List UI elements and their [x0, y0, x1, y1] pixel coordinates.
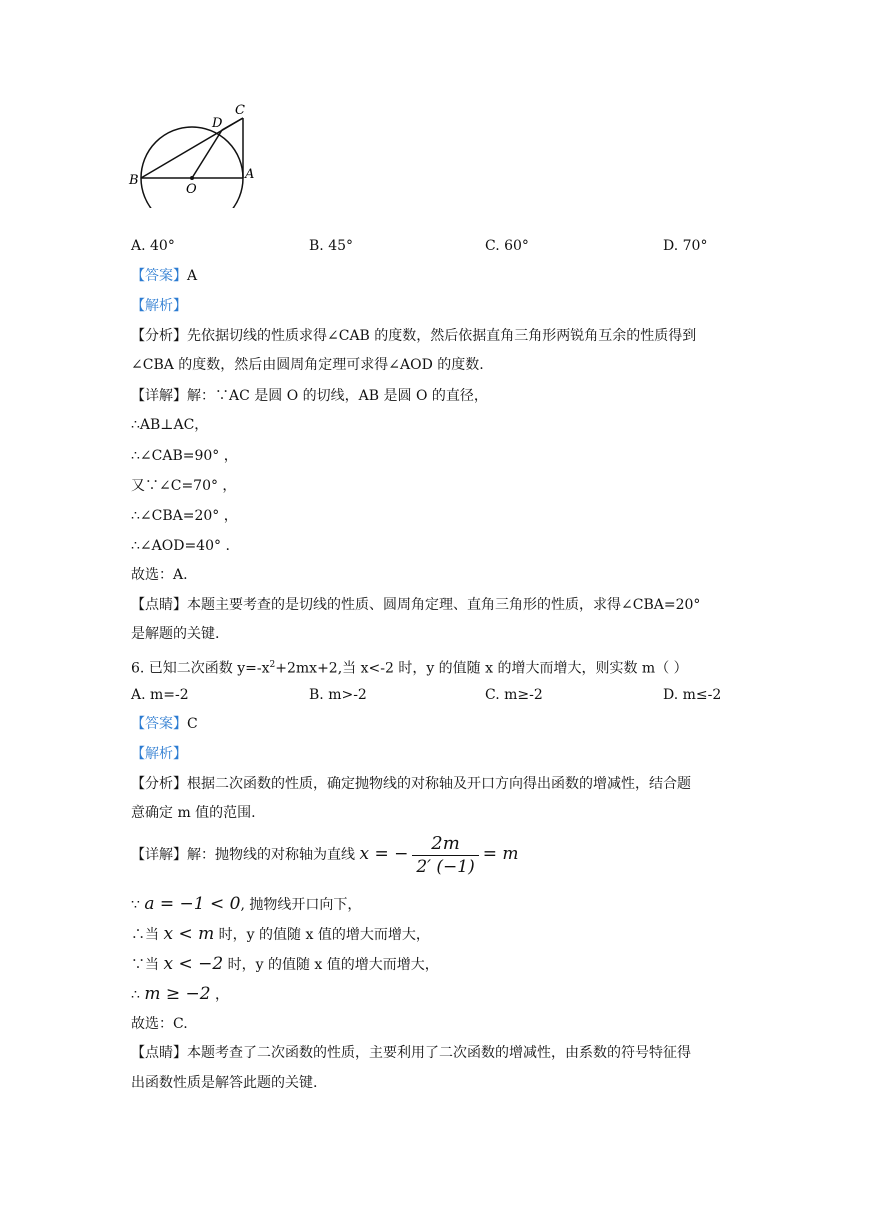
q6-option-c: C. m≥-2	[485, 687, 543, 703]
formula-lhs: x = −	[359, 844, 409, 864]
answer-tag: 【答案】	[131, 268, 187, 284]
xiangjie-tag: 【详解】	[131, 847, 187, 863]
xiangjie-text: 解：∵AC 是圆 O 的切线，AB 是圆 O 的直径，	[187, 388, 488, 404]
q6-answer	[131, 714, 198, 734]
q6-fenxi-line2: 意确定 m 值的范围.	[131, 805, 256, 821]
answer-tag: 【答案】	[131, 716, 187, 732]
fenxi-tag: 【分析】	[131, 328, 187, 344]
l2-post: 时，y 的值随 x 值的增大而增大，	[214, 927, 430, 943]
formula-denominator: 2′ (−1)	[416, 856, 475, 877]
dianjing-tag: 【点睛】	[131, 1045, 187, 1061]
q5-dianjing-line1	[131, 595, 700, 615]
label-d: D	[212, 116, 223, 131]
formula-rhs: = m	[482, 844, 519, 864]
q6-xiangjie	[131, 830, 519, 879]
q6-dianjing-line1	[131, 1043, 691, 1063]
q6-stem-prefix: 6. 已知二次函数 y=-x	[131, 660, 270, 677]
q6-option-d: D. m≤-2	[663, 687, 722, 703]
q6-fenxi-line1	[131, 774, 691, 794]
q6-dianjing-line2: 出函数性质是解答此题的关键.	[131, 1075, 318, 1091]
l4-post: ，	[210, 987, 230, 1003]
q6-stem-sup: 2	[269, 660, 276, 670]
q6-analysis-tag: 【解析】	[131, 746, 187, 762]
l1-post: , 抛物线开口向下，	[240, 897, 362, 913]
circle-tangent-figure	[128, 98, 258, 208]
xiangjie-tag: 【详解】	[131, 388, 187, 404]
q5-step-5: ∴∠AOD=40° .	[131, 538, 230, 554]
q5-step-1: ∴AB⊥AC，	[131, 417, 209, 433]
dianjing-text: 本题考查了二次函数的性质，主要利用了二次函数的增减性，由系数的符号特征得	[187, 1045, 691, 1061]
q5-xiangjie	[131, 386, 488, 406]
q5-dianjing-line2: 是解题的关键.	[131, 626, 220, 642]
q6-stem-suffix: +2mx+2,当 x<-2 时，y 的值随 x 的增大而增大，则实数 m（ ）	[275, 660, 688, 677]
q5-fenxi-line2: ∠CBA 的度数，然后由圆周角定理可求得∠AOD 的度数.	[131, 357, 484, 373]
q5-fenxi-line1	[131, 326, 696, 346]
q5-step-4: ∴∠CBA=20° ，	[131, 508, 238, 524]
l4-math: m ≥ −2	[144, 984, 211, 1004]
l3-post: 时，y 的值随 x 值的增大而增大，	[223, 957, 439, 973]
answer-value: A	[187, 268, 198, 284]
q5-option-c: C. 60°	[485, 238, 529, 254]
q6-option-a: A. m=-2	[131, 687, 189, 703]
dianjing-tag: 【点睛】	[131, 597, 187, 613]
label-o: O	[186, 182, 197, 197]
fenxi-text: 先依据切线的性质求得∠CAB 的度数，然后依据直角三角形两锐角互余的性质得到	[187, 328, 697, 344]
l2-pre: ∴当	[131, 927, 164, 943]
q6-option-b: B. m>-2	[309, 687, 367, 703]
formula-fraction	[412, 833, 478, 878]
center-dot	[190, 176, 194, 180]
q6-line-3	[131, 954, 439, 975]
answer-value: C	[187, 716, 198, 732]
q5-step-2: ∴∠CAB=90° ，	[131, 448, 238, 464]
label-b: B	[129, 173, 139, 188]
l2-math: x < m	[163, 924, 215, 944]
q6-line-2	[131, 924, 430, 945]
l3-math: x < −2	[163, 954, 224, 974]
q5-option-a: A. 40°	[131, 238, 175, 254]
q5-choose: 故选：A.	[131, 567, 188, 583]
label-a: A	[245, 167, 255, 182]
q6-line-1	[131, 894, 361, 915]
q5-option-d: D. 70°	[663, 238, 708, 254]
q5-analysis-tag: 【解析】	[131, 298, 187, 314]
l1-pre: ∵	[131, 897, 145, 913]
formula-numerator: 2m	[412, 833, 478, 856]
xiangjie-text: 解：抛物线的对称轴为直线	[187, 847, 355, 863]
q5-option-b: B. 45°	[309, 238, 354, 254]
l3-pre: ∵当	[131, 957, 164, 973]
q5-step-3: 又∵∠C=70° ，	[131, 478, 237, 494]
l1-math: a = −1 < 0	[144, 894, 241, 914]
fenxi-text: 根据二次函数的性质，确定抛物线的对称轴及开口方向得出函数的增减性，结合题	[187, 776, 691, 792]
label-c: C	[235, 103, 245, 118]
q6-stem	[131, 655, 688, 679]
q6-choose: 故选：C.	[131, 1016, 188, 1032]
segment-od	[192, 130, 222, 178]
q6-line-4	[131, 984, 229, 1005]
q5-answer	[131, 266, 197, 286]
l4-pre: ∴	[131, 987, 145, 1003]
segment-dc	[222, 118, 243, 130]
dianjing-text: 本题主要考查的是切线的性质、圆周角定理、直角三角形的性质，求得∠CBA=20°	[187, 597, 701, 613]
fenxi-tag: 【分析】	[131, 776, 187, 792]
